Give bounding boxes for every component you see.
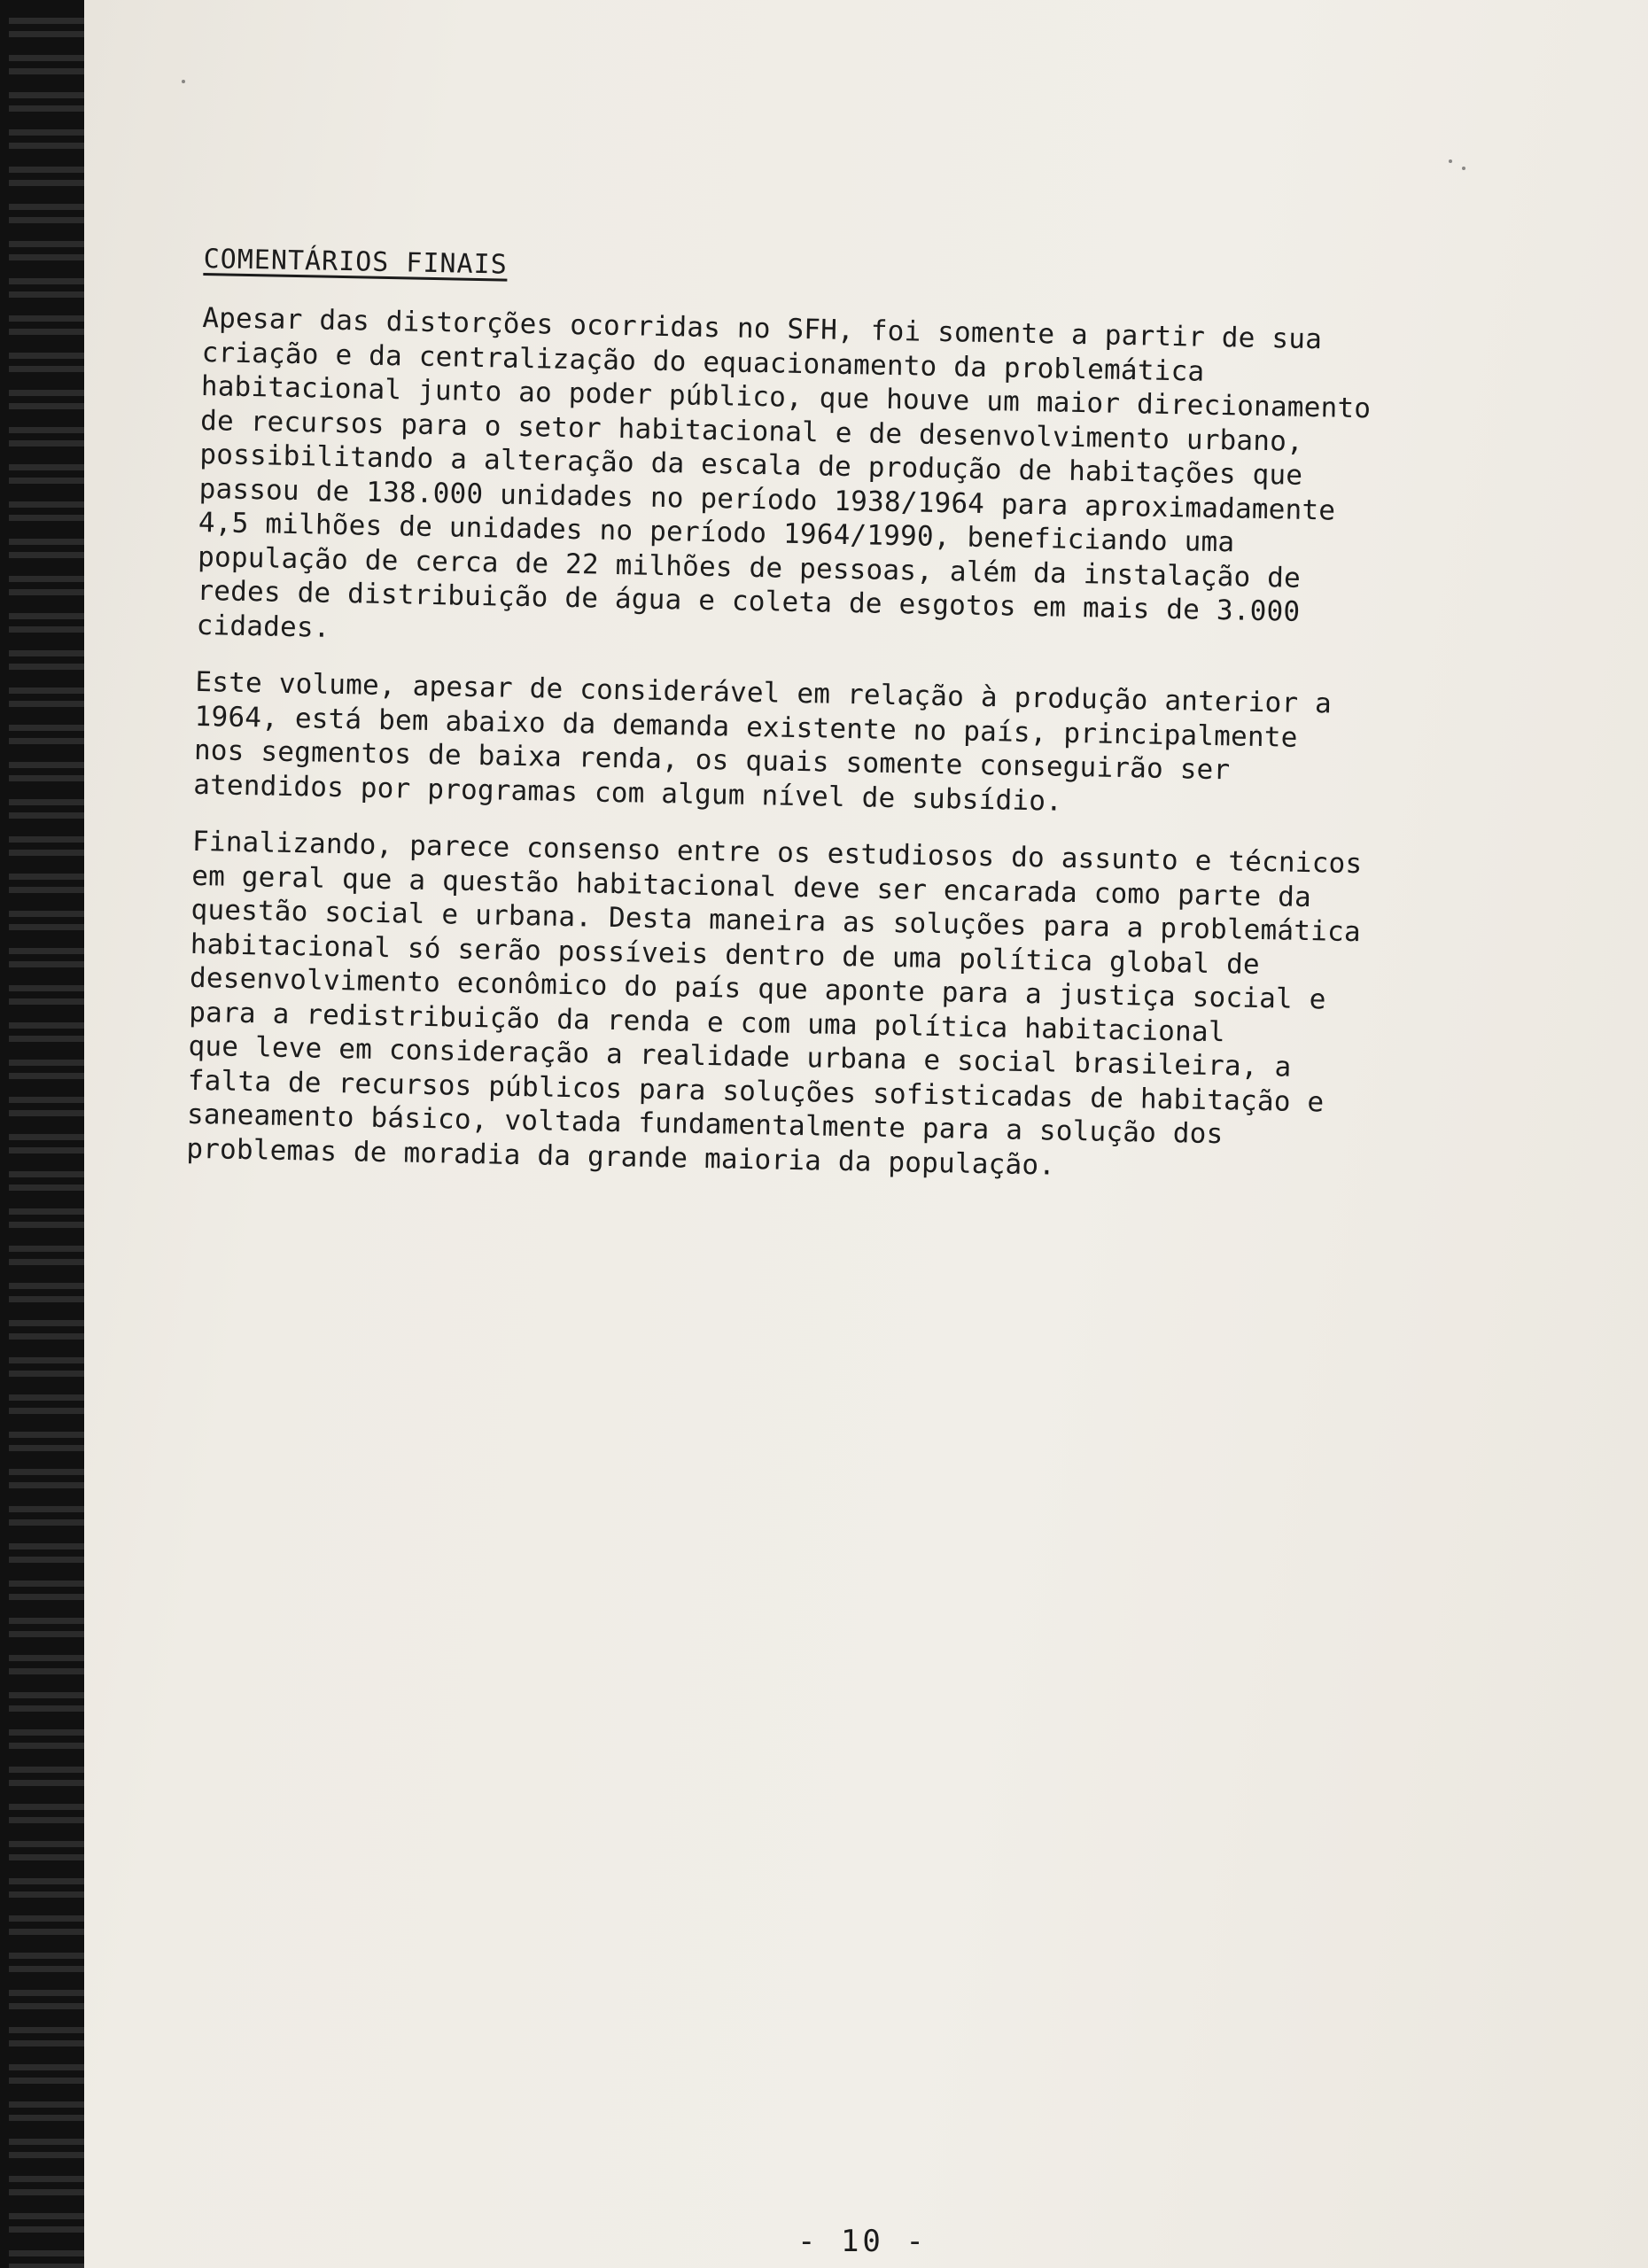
section-heading: COMENTÁRIOS FINAIS	[203, 244, 509, 281]
paragraph-2: Este volume, apesar de considerável em relação à produção anterior a 1964, está bem abaixo da demanda existente no país, principalmente nos segmentos de baixa renda, os quais somente conseguirão ser atendidos por programas com algum nível de subsídio.	[192, 665, 1333, 818]
paragraph-1: Apesar das distorções ocorridas no SFH, foi somente a partir de sua criação e da centralização do equacionamento da problemática habitacional junto ao poder público, que houve um maior direcionamento de recursos para o setor habitacional e de desenvolvimento urbano, possibilitando a alteração da escala de produção de habitações que passou de 138.000 unidades no período 1938/1964 para aproximadamente 4,5 milhões de unidades no período 1964/1990, beneficiando uma população de cerca de 22 milhões de pessoas, além da instalação de redes de distribuição de água e coleta de esgotos em mais de 3.000 cidades.	[196, 301, 1372, 644]
paper-speck	[1462, 167, 1465, 170]
paper-speck	[1449, 159, 1452, 163]
page-content	[186, 244, 1604, 1216]
document-page	[84, 0, 1648, 2268]
show-through-text	[811, 238, 1626, 258]
page-number: - 10 -	[797, 2224, 928, 2259]
paragraph-3: Finalizando, parece consenso entre os estudiosos do assunto e técnicos em geral que a questão habitacional deve ser encarada como parte da questão social e urbana. Desta maneira as soluções para a problemática habitacional só serão possíveis dentro de uma política global de desenvolvimento econômico do país que aponte para a justiça social e para a redistribuição da renda e com uma política habitacional que leve em consideração a realidade urbana e social brasileira, a falta de recursos públicos para soluções sofisticadas de habitação e saneamento básico, voltada fundamentalmente para a solução dos problemas de moradia da grande maioria da população.	[186, 825, 1363, 1182]
paper-speck	[182, 80, 185, 83]
